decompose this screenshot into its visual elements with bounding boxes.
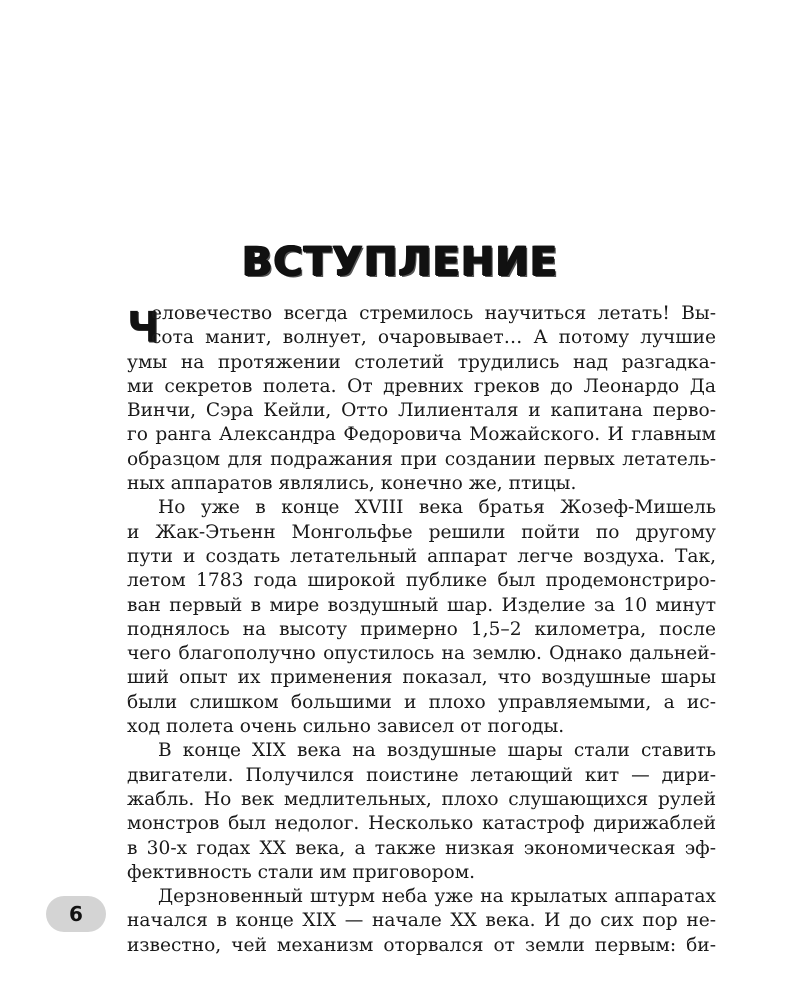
text-line: начался в конце XIX — начале XX века. И до сих пор не- (127, 910, 716, 932)
text-line: пути и создать летательный аппарат легче воздуха. Так, (127, 545, 716, 567)
text-line: монстров был недолог. Несколько катастроф дирижаблей (127, 813, 716, 835)
chapter-title: ВСТУПЛЕНИЕ (241, 238, 559, 285)
text-line: жабль. Но век медлительных, плохо слушающихся рулей (127, 788, 716, 810)
page-number-badge (46, 896, 106, 932)
text-line: еловечество всегда стремилось научиться летать! Вы- (151, 303, 716, 324)
text-line: го ранга Александра Федоровича Можайского. И главным (127, 424, 716, 446)
text-line: сота манит, волнует, очаровывает… А потому лучшие (151, 327, 716, 349)
page-number: 6 (69, 902, 83, 926)
text-line: фективность стали им приговором. (127, 861, 476, 883)
drop-cap: Ч (127, 303, 160, 353)
text-line: Винчи, Сэра Кейли, Отто Лилиенталя и капитана перво- (127, 400, 716, 422)
text-line: двигатели. Получился поистине летающий кит — дири- (127, 764, 716, 786)
text-line: Дерзновенный штурм неба уже на крылатых аппаратах (158, 886, 716, 908)
text-line: ных аппаратов являлись, конечно же, птицы. (127, 473, 577, 495)
body-text (127, 302, 716, 958)
text-line: ван первый в мире воздушный шар. Изделие за 10 минут (127, 594, 716, 616)
text-line: поднялось на высоту примерно 1,5–2 километра, после (127, 618, 716, 640)
text-line: летом 1783 года широкой публике был продемонстриро- (127, 570, 716, 592)
text-line: ший опыт их применения показал, что воздушные шары (127, 667, 716, 689)
text-line: умы на протяжении столетий трудились над разгадка- (127, 351, 716, 373)
text-line: В конце XIX века на воздушные шары стали ставить (158, 740, 716, 762)
text-line: ми секретов полета. От древних греков до Леонардо Да (127, 375, 716, 397)
text-line: и Жак-Этьенн Монгольфье решили пойти по другому (127, 521, 716, 543)
text-line: ход полета очень сильно зависел от погоды. (127, 716, 565, 738)
text-line: образцом для подражания при создании первых летатель- (127, 448, 716, 470)
text-line: были слишком большими и плохо управляемыми, а ис- (127, 691, 716, 713)
text-line: в 30-х годах XX века, а также низкая экономическая эф- (127, 837, 716, 859)
text-line: чего благополучно опустилось на землю. Однако дальней- (127, 643, 716, 665)
text-line: Но уже в конце XVIII века братья Жозеф-Мишель (158, 497, 716, 519)
text-line: известно, чей механизм оторвался от земли первым: би- (127, 934, 716, 956)
